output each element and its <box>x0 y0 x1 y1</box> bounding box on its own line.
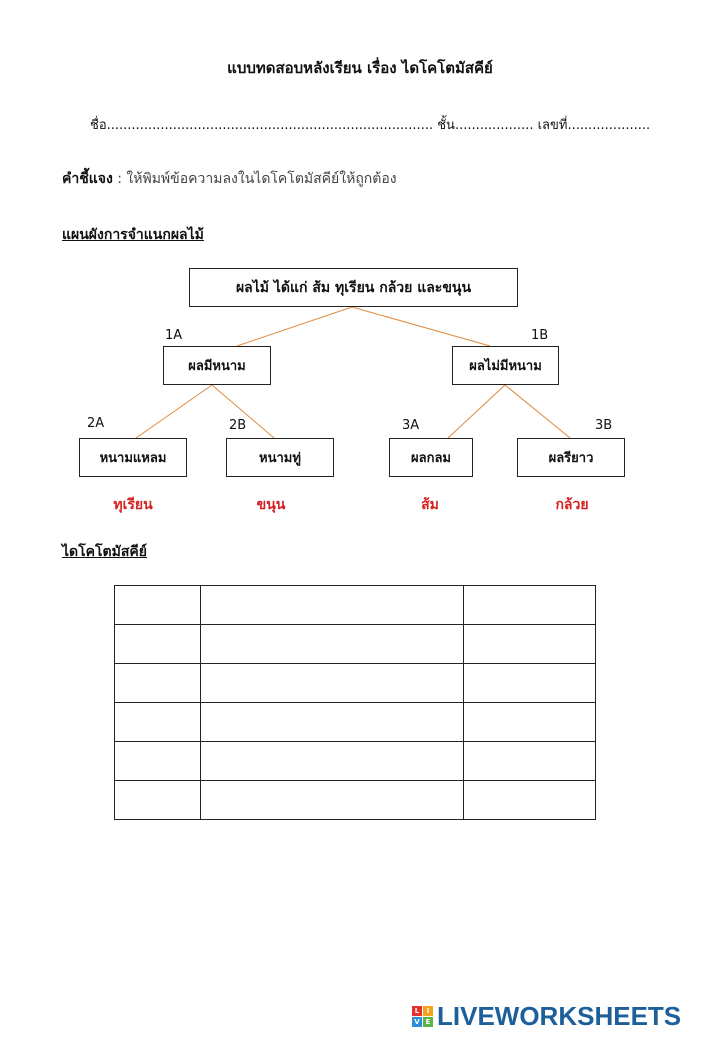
instructions-text: : ให้พิมพ์ข้อความลงในไดโคโตมัสคีย์ให้ถูกต้อง <box>112 171 397 187</box>
number-field[interactable]: เลขที่.................... <box>537 118 651 133</box>
class-field[interactable]: ชั้น................... <box>437 118 534 133</box>
node-3b-code: 3B <box>595 418 613 433</box>
fruit-jackfruit: ขนุน <box>256 497 286 513</box>
table-cell[interactable] <box>115 625 201 664</box>
page-title: แบบทดสอบหลังเรียน เรื่อง ไดโคโตมัสคีย์ <box>227 59 493 77</box>
key-heading: ไดโคโตมัสคีย์ <box>62 544 147 560</box>
table-row <box>115 742 596 781</box>
node-1b-code: 1B <box>531 328 549 343</box>
dichotomous-key-table <box>114 585 596 820</box>
connector-1a-2a <box>136 385 212 438</box>
logo-mark-letter: V <box>412 1017 422 1027</box>
logo-mark-icon <box>412 1006 433 1027</box>
table-cell[interactable] <box>115 664 201 703</box>
name-field[interactable]: ชื่อ............................................................................... <box>90 118 434 133</box>
table-row <box>115 703 596 742</box>
table-row <box>115 664 596 703</box>
connector-1b-3a <box>448 385 505 438</box>
liveworksheets-logo <box>412 1000 681 1032</box>
fruit-orange: ส้ม <box>421 497 439 513</box>
logo-mark-letter: E <box>423 1017 433 1027</box>
table-cell[interactable] <box>115 742 201 781</box>
node-1a-code: 1A <box>165 328 183 343</box>
connector-root-1a <box>237 307 352 346</box>
table-cell[interactable] <box>201 586 464 625</box>
table-cell[interactable] <box>464 781 596 820</box>
node-2b-code: 2B <box>229 418 247 433</box>
node-2a: หนามแหลม <box>79 438 187 477</box>
node-2a-code: 2A <box>87 416 105 431</box>
node-1b: ผลไม่มีหนาม <box>452 346 559 385</box>
node-1a: ผลมีหนาม <box>163 346 271 385</box>
table-cell[interactable] <box>464 742 596 781</box>
logo-text: LIVEWORKSHEETS <box>437 1000 682 1031</box>
node-3b: ผลรียาว <box>517 438 625 477</box>
logo-mark-letter: I <box>423 1006 433 1016</box>
table-cell[interactable] <box>115 703 201 742</box>
logo-mark-letter: L <box>412 1006 422 1016</box>
table-row <box>115 586 596 625</box>
table-cell[interactable] <box>464 703 596 742</box>
fruit-durian: ทุเรียน <box>113 497 153 513</box>
table-cell[interactable] <box>201 781 464 820</box>
table-cell[interactable] <box>201 664 464 703</box>
table-row <box>115 625 596 664</box>
table-cell[interactable] <box>115 781 201 820</box>
node-2b: หนามทู่ <box>226 438 334 477</box>
table-cell[interactable] <box>201 625 464 664</box>
node-3a-code: 3A <box>402 418 420 433</box>
table-cell[interactable] <box>201 742 464 781</box>
table-cell[interactable] <box>201 703 464 742</box>
root-node: ผลไม้ ได้แก่ ส้ม ทุเรียน กล้วย และขนุน <box>189 268 518 307</box>
diagram-heading: แผนผังการจำแนกผลไม้ <box>62 227 204 243</box>
connector-root-1b <box>352 307 490 346</box>
fruit-banana: กล้วย <box>555 497 589 513</box>
table-cell[interactable] <box>115 586 201 625</box>
connector-1b-3b <box>505 385 570 438</box>
table-cell[interactable] <box>464 586 596 625</box>
node-3a: ผลกลม <box>389 438 473 477</box>
table-cell[interactable] <box>464 625 596 664</box>
instructions-label: คำชี้แจง <box>62 171 113 187</box>
table-row <box>115 781 596 820</box>
table-cell[interactable] <box>464 664 596 703</box>
